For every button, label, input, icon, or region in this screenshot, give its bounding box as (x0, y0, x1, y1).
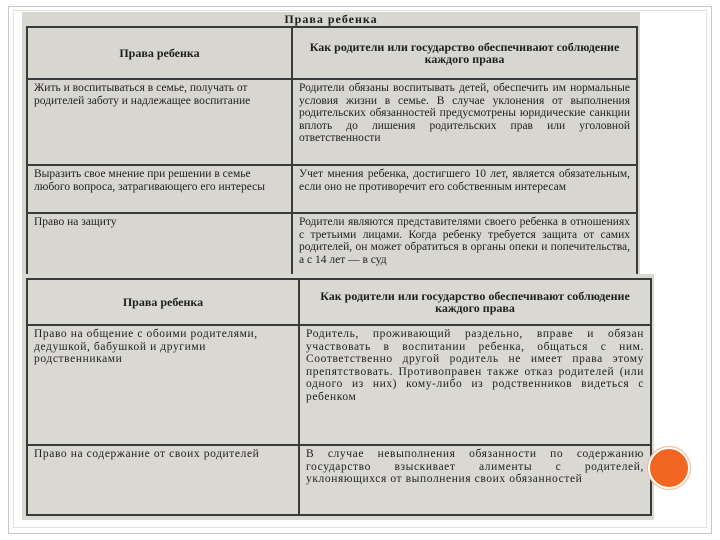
table-row (27, 165, 637, 213)
provision-cell: В случае невыполнения обязанности по содержанию государство взыскивает алименты с родителей, уклоняющихся от выполнения своих обязанностей (299, 445, 651, 515)
provision-cell: Учет мнения ребенка, достигшего 10 лет, является обязательным, если оно не противоречит его собственным интересам (292, 165, 637, 213)
right-cell: Право на общение с обоими родителями, дедушкой, бабушкой и другими родственниками (27, 325, 299, 445)
header-rights-cell: Права ребенка (27, 279, 299, 325)
right-cell: Жить и воспитываться в семье, получать от родителей заботу и надлежащее воспитание (27, 79, 292, 165)
table-header-row (27, 27, 637, 79)
rights-table-2 (26, 278, 652, 516)
scanned-table-top (22, 12, 640, 274)
provision-cell: Родители являются представителями своего ребенка в отношениях с третьими лицами. Когда ребенку требуется защита от самих родителей, он может обратиться в органы опеки и попечительства, а с 14 лет — в суд (292, 213, 637, 285)
provision-cell: Родитель, проживающий раздельно, вправе и обязан участвовать в воспитании ребенка, общаться с ним. Соответственно другой родитель не имеет права этому препятствовать. Противоправен также отказ родителей (или одного из них) кому-либо из родственников видеться с ребенком (299, 325, 651, 445)
scanned-table-bottom (22, 274, 654, 520)
table-header-row (27, 279, 651, 325)
rights-table-1 (26, 26, 638, 286)
table-row (27, 79, 637, 165)
table-row (27, 445, 651, 515)
provision-cell: Родители обязаны воспитывать детей, обеспечить им нормальные условия жизни в семье. В случае уклонения от выполнения родительских обязанностей предусмотрены юридические санкции вплоть до лишения родительских прав или уголовной ответственности (292, 79, 637, 165)
header-provision-cell: Как родители или государство обеспечивают соблюдение каждого права (299, 279, 651, 325)
right-cell: Право на защиту (27, 213, 292, 285)
table-row (27, 325, 651, 445)
header-provision-cell: Как родители или государство обеспечивают соблюдение каждого права (292, 27, 637, 79)
right-cell: Право на содержание от своих родителей (27, 445, 299, 515)
table-title: Права ребенка (284, 12, 378, 26)
decorative-circle-icon (648, 447, 690, 489)
header-rights-cell: Права ребенка (27, 27, 292, 79)
right-cell: Выразить свое мнение при решении в семье любого вопроса, затрагивающего его интересы (27, 165, 292, 213)
